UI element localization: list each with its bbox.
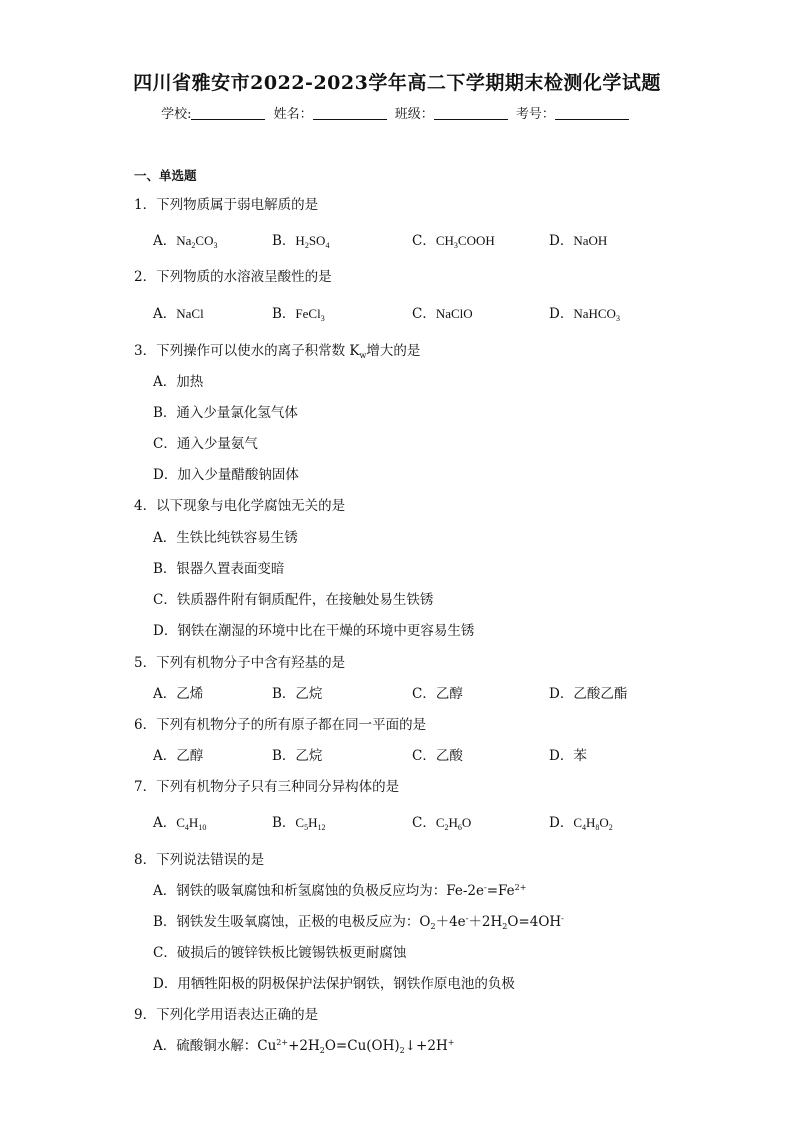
question-7-option-a[interactable]: A．$C_4H_{10}$: [153, 815, 207, 832]
question-2-option-a[interactable]: A．NaCl: [153, 306, 204, 322]
question-3-option-d[interactable]: D．加入少量醋酸钠固体: [153, 467, 299, 483]
question-3-stem: 3．下列操作可以使水的离子积常数 $K_w$增大的是: [134, 343, 421, 360]
question-3-option-b[interactable]: B．通入少量氯化氢气体: [153, 405, 298, 421]
question-6-option-b[interactable]: B．乙烷: [272, 748, 323, 764]
question-9-option-a[interactable]: A．硫酸铜水解：$Cu^{2+}+2H_2O=Cu(OH)_2↓+2H^+$: [153, 1038, 455, 1055]
question-5-stem: 5．下列有机物分子中含有羟基的是: [134, 655, 346, 671]
question-8-option-d[interactable]: D．用牺牲阳极的阴极保护法保护钢铁，钢铁作原电池的负极: [153, 976, 515, 992]
question-4-option-a[interactable]: A．生铁比纯铁容易生锈: [153, 530, 298, 546]
question-4-option-b[interactable]: B．银器久置表面变暗: [153, 561, 285, 577]
student-info-line: [0, 103, 794, 122]
question-4-stem: 4．以下现象与电化学腐蚀无关的是: [134, 498, 346, 514]
question-8-option-b[interactable]: B．钢铁发生吸氧腐蚀，正极的电极反应为：$O_2+4e^-+2H_2O=4OH^-$: [153, 914, 564, 931]
question-2-option-b[interactable]: B．FeCl$_3$: [272, 306, 325, 323]
question-3-option-c[interactable]: C．通入少量氨气: [153, 436, 258, 452]
question-8-option-c[interactable]: C．破损后的镀锌铁板比镀锡铁板更耐腐蚀: [153, 945, 407, 961]
question-4-option-d[interactable]: D．钢铁在潮湿的环境中比在干燥的环境中更容易生锈: [153, 623, 475, 639]
school-label: 学校:: [161, 107, 192, 122]
question-5-option-a[interactable]: A．乙烯: [153, 686, 204, 702]
question-8-option-a[interactable]: A．钢铁的吸氧腐蚀和析氢腐蚀的负极反应均为：$Fe-2e^-=Fe^{2+}$: [153, 883, 527, 899]
question-4-option-c[interactable]: C．铁质器件附有铜质配件，在接触处易生铁锈: [153, 592, 434, 608]
question-2-stem: 2．下列物质的水溶液呈酸性的是: [134, 269, 332, 285]
number-label: 考号：: [515, 107, 555, 122]
section-heading: 一、单选题: [134, 168, 197, 183]
class-blank[interactable]: [434, 106, 508, 120]
question-6-option-a[interactable]: A．乙醇: [153, 748, 204, 764]
question-1-option-b[interactable]: B．$H_2SO_4$: [272, 233, 330, 250]
question-5-option-c[interactable]: C．乙醇: [412, 686, 463, 702]
question-7-stem: 7．下列有机物分子只有三种同分异构体的是: [134, 779, 400, 795]
question-1-option-a[interactable]: A．$Na_2CO_3$: [153, 233, 218, 250]
class-label: 班级：: [394, 107, 434, 122]
question-5-option-d[interactable]: D．乙酸乙酯: [549, 686, 628, 702]
name-label: 姓名：: [273, 107, 313, 122]
name-blank[interactable]: [313, 106, 387, 120]
question-6-stem: 6．下列有机物分子的所有原子都在同一平面的是: [134, 717, 427, 733]
question-1-option-d[interactable]: D．NaOH: [549, 233, 608, 249]
number-blank[interactable]: [555, 106, 629, 120]
question-7-option-c[interactable]: C．$C_2H_6O$: [412, 815, 472, 832]
question-6-option-d[interactable]: D．苯: [549, 748, 587, 764]
school-blank[interactable]: [191, 106, 265, 120]
question-2-option-c[interactable]: C．NaClO: [412, 306, 473, 322]
question-7-option-b[interactable]: B．$C_5H_{12}$: [272, 815, 326, 832]
question-9-stem: 9．下列化学用语表达正确的是: [134, 1007, 319, 1023]
question-8-stem: 8．下列说法错误的是: [134, 852, 265, 868]
question-5-option-b[interactable]: B．乙烷: [272, 686, 323, 702]
question-1-stem: 1．下列物质属于弱电解质的是: [134, 197, 319, 213]
question-1-option-c[interactable]: C．$CH_3COOH$: [412, 233, 495, 250]
question-6-option-c[interactable]: C．乙酸: [412, 748, 463, 764]
question-2-option-d[interactable]: D．NaHCO$_3$: [549, 306, 620, 323]
page-title: 四川省雅安市2022-2023学年高二下学期期末检测化学试题: [133, 72, 661, 94]
question-7-option-d[interactable]: D．$C_4H_8O_2$: [549, 815, 613, 832]
question-3-option-a[interactable]: A．加热: [153, 374, 204, 390]
